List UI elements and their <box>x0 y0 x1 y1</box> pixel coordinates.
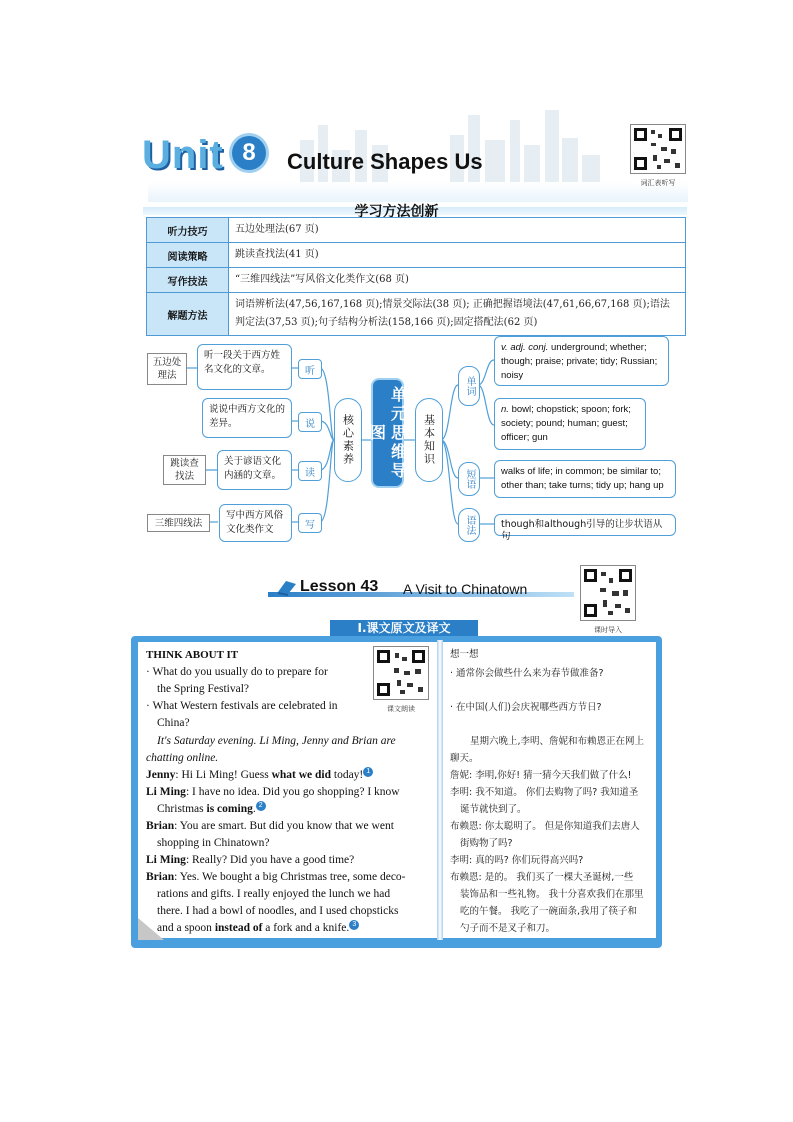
think-title: THINK ABOUT IT <box>146 649 239 661</box>
dialogue-text: and a spoon <box>157 922 215 934</box>
translation-line-2a: 李明: 我不知道。 你们去购物了吗? 我知道圣 <box>450 787 639 798</box>
dialogue-text: : Really? Did you have a good time? <box>185 854 355 866</box>
tag-grammar <box>458 508 480 542</box>
task-listening: 听一段关于西方姓名文化的文章。 <box>197 344 292 390</box>
question-1b: the Spring Festival? <box>157 683 249 695</box>
translation-q1: · 通常你会做些什么来为春节做准备? <box>450 668 604 679</box>
words-pos-1: v. adj. conj. <box>501 342 549 353</box>
book-spine <box>437 640 443 940</box>
dialogue-text: : I have no idea. Did you go shopping? I know <box>185 786 400 798</box>
method-key: 写作技法 <box>147 268 229 293</box>
translation-line-4: 李明: 真的吗? 你们玩得高兴吗? <box>450 855 584 866</box>
note-number: 3 <box>349 920 359 930</box>
dialogue-brian-1a <box>146 818 394 835</box>
speaker-name: Brian <box>146 820 175 832</box>
unit-mindmap-center <box>367 380 408 486</box>
dialogue-text: : You are smart. But did you know that we went <box>174 820 394 832</box>
method-key: 听力技巧 <box>147 218 229 243</box>
text-qr-block[interactable] <box>373 646 429 714</box>
translation-title: 想一想 <box>450 649 479 660</box>
writing-method: 三维四线法 <box>147 514 210 532</box>
qr-caption: 课文朗读 <box>387 705 415 713</box>
dialogue-liming-1b <box>157 801 266 818</box>
dialogue-jenny <box>146 767 373 784</box>
unit-label: Unit <box>142 133 224 177</box>
book-icon <box>276 578 298 596</box>
translation-line-1: 詹妮: 李明,你好! 猜一猜今天我们做了什么! <box>450 770 632 781</box>
unit-title: Culture Shapes Us <box>287 149 483 174</box>
tag-speak: 说 <box>298 412 322 432</box>
dialogue-brian-1b: shopping in Chinatown? <box>157 837 270 849</box>
task-writing: 写中西方风俗文化类作文 <box>219 504 292 542</box>
words-box-1 <box>494 336 669 386</box>
method-value: 词语辨析法(47,56,167,168 页);情景交际法(38 页); 正确把握语境法(47,61,66,67,168 页);语法判定法(37,53 页);句子结构分析法(158,166 页);固定搭配法(62 页) <box>229 293 686 336</box>
method-key: 解题方法 <box>147 293 229 336</box>
translation-line-5c: 吃的午餐。 我吃了一碗面条,我用了筷子和 <box>460 906 638 917</box>
question-2b: China? <box>157 717 190 729</box>
tag-read: 读 <box>298 461 322 481</box>
qr-code-icon[interactable] <box>580 565 636 621</box>
key-phrase: instead of <box>214 922 263 934</box>
dialogue-text: today! <box>331 769 364 781</box>
dialogue-brian-2b: rations and gifts. I really enjoyed the lunch we had <box>157 888 391 900</box>
lesson-number: Lesson 43 <box>300 578 379 595</box>
mindmap-center-label: 单元思维导图 <box>367 385 408 481</box>
unit-number-badge: 8 <box>232 136 266 170</box>
reading-method: 跳读查找法 <box>163 455 206 485</box>
speaker-name: Li Ming <box>146 786 186 798</box>
qr-code-icon[interactable] <box>373 646 429 700</box>
qr-caption: 课时导入 <box>594 626 622 634</box>
method-key: 阅读策略 <box>147 243 229 268</box>
tag-words-label: 单词 <box>464 376 475 396</box>
speaker-name: Jenny <box>146 769 176 781</box>
tag-grammar-label: 语法 <box>464 515 475 535</box>
translation-line-5b: 装饰品和一些礼物。 我十分喜欢我们在那里 <box>460 889 644 900</box>
translation-line-5a: 布赖恩: 是的。 我们买了一棵大圣诞树,一些 <box>450 872 634 883</box>
qr-caption: 词汇表听写 <box>640 179 676 187</box>
phrases-box: walks of life; in common; be similar to; other than; take turns; tidy up; hang up <box>494 460 676 498</box>
intro-line-2: chatting online. <box>146 752 219 764</box>
speaker-name: Brian <box>146 871 175 883</box>
question-2a: · What Western festivals are celebrated in <box>146 700 338 712</box>
basic-knowledge-node <box>415 398 443 482</box>
intro-line-1: It's Saturday evening. Li Ming, Jenny and Brian are <box>157 735 396 747</box>
basic-knowledge-label: 基本知识 <box>422 414 436 466</box>
task-reading: 关于谚语文化内涵的文章。 <box>217 450 292 490</box>
task-speaking: 说说中西方文化的差异。 <box>202 398 292 438</box>
core-literacy-label: 核心素养 <box>341 414 355 466</box>
words-list-2: bowl; chopstick; spoon; fork; society; pound; human; guest; officer; gun <box>501 404 631 443</box>
dialogue-liming-1a <box>146 784 400 801</box>
tag-phrases-label: 短语 <box>464 469 475 489</box>
translation-intro-2: 聊天。 <box>450 753 479 764</box>
translation-line-3b: 街购物了吗? <box>460 838 513 849</box>
translation-line-5d: 勺子而不是叉子和刀。 <box>460 923 556 934</box>
key-phrase: what we did <box>271 769 331 781</box>
dialogue-brian-2c: there. I had a bowl of noodles, and I used chopsticks <box>157 905 399 917</box>
words-box-2 <box>494 398 646 450</box>
dialogue-text: : Yes. We bought a big Christmas tree, some deco- <box>174 871 406 883</box>
dialogue-brian-2d <box>157 920 359 937</box>
key-phrase: is coming <box>206 803 253 815</box>
tag-words <box>458 366 480 406</box>
dialogue-text: a fork and a knife. <box>262 922 350 934</box>
note-number: 2 <box>256 801 266 811</box>
tag-write: 写 <box>298 513 322 533</box>
dialogue-text: Christmas <box>157 803 207 815</box>
listening-method: 五边处理法 <box>147 353 187 385</box>
methods-title: 学习方法创新 <box>354 204 439 220</box>
dialogue-liming-2 <box>146 852 354 869</box>
method-value: 跳读查找法(41 页) <box>229 243 686 268</box>
translation-q2: · 在中国(人们)会庆祝哪些西方节日? <box>450 702 602 713</box>
tag-listen: 听 <box>298 359 322 379</box>
translation-line-3a: 布赖恩: 你太聪明了。 但是你知道我们去唐人 <box>450 821 640 832</box>
note-number: 1 <box>363 767 373 777</box>
page-curl-decoration <box>138 918 164 940</box>
lesson-title: A Visit to Chinatown <box>403 581 528 597</box>
question-1a: · What do you usually do to prepare for <box>146 666 328 678</box>
translation-line-2b: 诞节就快到了。 <box>460 804 527 815</box>
dialogue-text: : Hi Li Ming! Guess <box>175 769 272 781</box>
dialogue-brian-2a <box>146 869 406 886</box>
words-pos-2: n. <box>501 404 509 415</box>
grammar-box: though和although引导的让步状语从句 <box>494 514 676 536</box>
words-list-1: underground; whether; though; praise; private; tidy; Russian; noisy <box>501 342 658 381</box>
section-banner: Ⅰ.课文原文及译文 <box>330 620 478 637</box>
tag-phrases <box>458 462 480 496</box>
dialogue-text: . <box>252 803 256 815</box>
speaker-name: Li Ming <box>146 854 186 866</box>
translation-intro-1: 星期六晚上,李明、詹妮和布赖恩正在网上 <box>470 736 645 747</box>
core-literacy-node <box>334 398 362 482</box>
method-value: 五边处理法(67 页) <box>229 218 686 243</box>
method-value: “三维四线法”写风俗文化类作文(68 页) <box>229 268 686 293</box>
lesson-qr-block[interactable] <box>580 565 636 635</box>
